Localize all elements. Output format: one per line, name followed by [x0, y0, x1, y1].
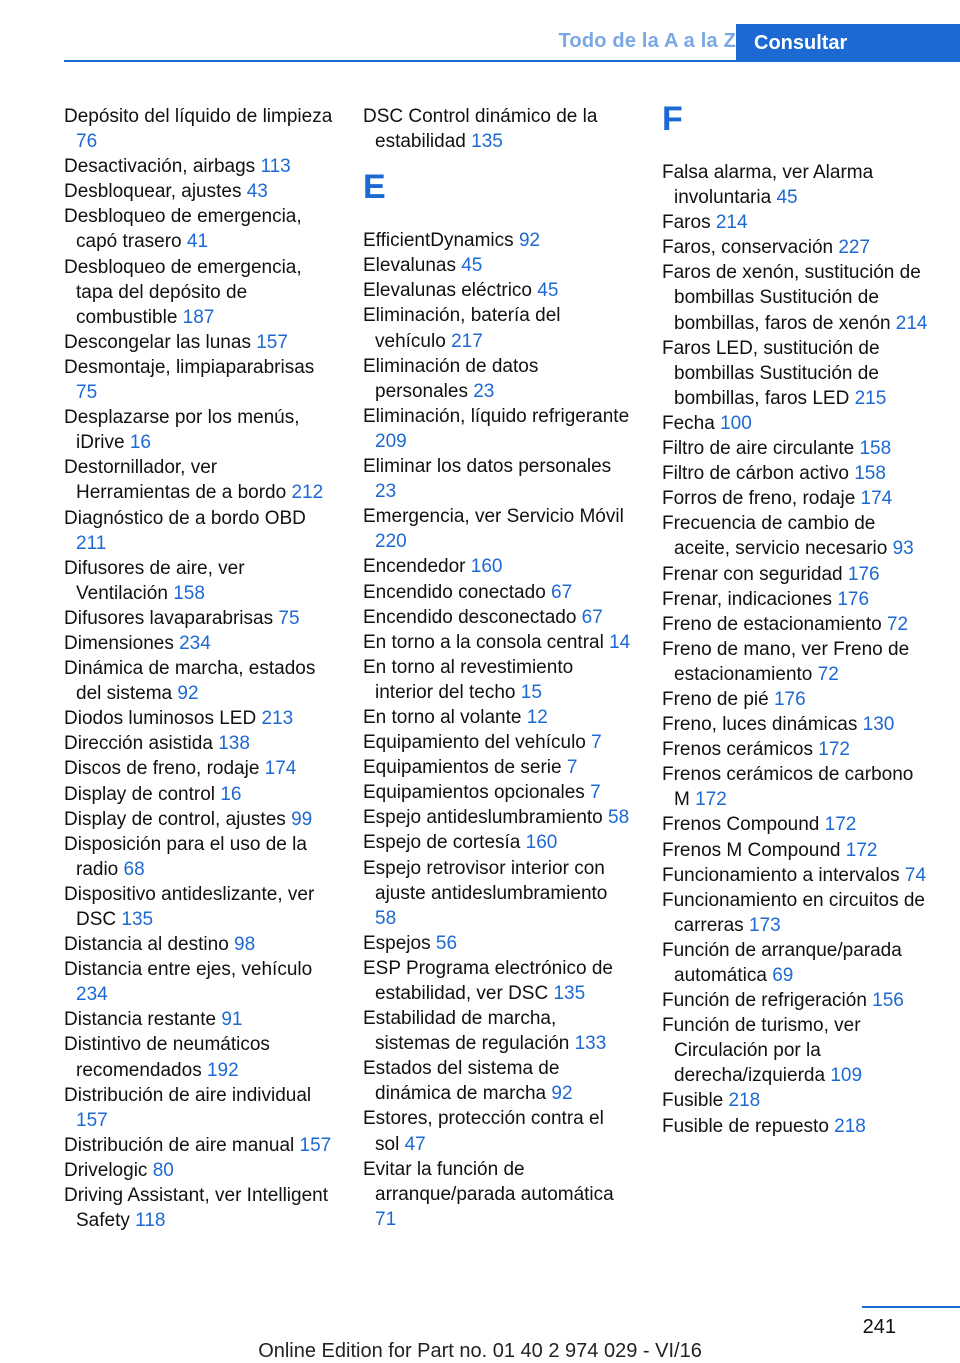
page-link[interactable]: 92 [518, 230, 541, 252]
index-term: Display de control, ajustes [64, 808, 286, 830]
page-link[interactable]: 7 [591, 732, 602, 754]
page-link[interactable]: 14 [609, 631, 631, 653]
index-term: Funcionamiento a intervalos [662, 864, 900, 886]
page-link[interactable]: 71 [375, 1208, 397, 1230]
page-link[interactable]: 160 [470, 556, 503, 578]
index-entry [662, 436, 932, 461]
page-link[interactable]: 135 [121, 909, 154, 930]
index-entry [64, 204, 334, 254]
page-link[interactable]: 68 [123, 858, 145, 880]
index-entry [64, 179, 334, 204]
index-term: Distancia entre ejes, vehículo [64, 959, 313, 981]
index-term: Espejo de cortesía [363, 832, 521, 854]
index-term: Encendido desconectado [363, 606, 577, 628]
index-entry [64, 255, 334, 330]
page-link[interactable]: 135 [553, 983, 586, 1004]
page-link[interactable]: 172 [818, 739, 850, 761]
index-term: Difusores de aire, ver Ventilación [64, 557, 245, 604]
index-entry [363, 931, 633, 956]
page-number: 241 [862, 1316, 896, 1338]
index-entry [363, 454, 633, 504]
index-entry [662, 938, 932, 988]
index-entry [363, 1157, 633, 1232]
index-entry [64, 656, 334, 706]
page-link[interactable]: 157 [299, 1134, 332, 1156]
index-term: Eliminación, líquido refrigerante [363, 405, 630, 427]
index-term: Equipamientos opcionales [363, 782, 585, 804]
index-term: Desactivación, airbags [64, 156, 256, 178]
index-term: Elevalunas eléctrico [363, 280, 532, 302]
index-entry [363, 104, 633, 154]
page-link[interactable]: 174 [860, 488, 893, 510]
page-link[interactable]: 69 [772, 965, 794, 986]
page-link[interactable]: 213 [261, 708, 294, 730]
page-link[interactable]: 80 [152, 1159, 174, 1181]
index-entry [662, 737, 932, 762]
index-letter-e: E [363, 168, 386, 207]
index-term: Fusible [662, 1090, 724, 1112]
index-entry [662, 235, 932, 260]
page-link[interactable]: 158 [173, 582, 205, 604]
index-column-2 [363, 104, 633, 1232]
index-term: Desbloquear, ajustes [64, 181, 242, 203]
index-entry [662, 888, 932, 938]
index-entry [64, 882, 334, 932]
page-link[interactable]: 214 [715, 212, 748, 234]
index-entry [64, 506, 334, 556]
page-link[interactable]: 75 [76, 382, 98, 404]
page-link[interactable]: 215 [854, 387, 887, 409]
index-term: EfficientDynamics [363, 230, 514, 252]
index-term: Eliminar los datos personales [363, 456, 612, 478]
index-entry [64, 154, 334, 179]
index-entry [662, 210, 932, 235]
index-term: Función de turismo, ver Circulación por la derecha/izquierda [662, 1015, 861, 1087]
index-entry [662, 411, 932, 436]
index-term: Frenos M Compound [662, 839, 841, 861]
page-link[interactable]: 173 [748, 914, 781, 936]
index-entry [662, 988, 932, 1013]
chapter-tab[interactable]: Consultar [736, 24, 960, 62]
index-term: Espejo antideslumbramiento [363, 807, 603, 829]
page-link[interactable]: 45 [537, 280, 559, 302]
index-entry [64, 957, 334, 1007]
index-term: Emergencia, ver Servicio Móvil [363, 506, 624, 528]
index-term: Destornillador, ver Herramientas de a bordo [64, 457, 287, 504]
index-entry [363, 755, 633, 780]
index-entry [64, 807, 334, 832]
index-term: Función de refrigeración [662, 990, 867, 1012]
index-term: Faros LED, sustitución de bombillas Sustitución de bombillas, faros LED [662, 337, 880, 409]
online-edition-note: Online Edition for Part no. 01 40 2 974 029 - VI/16 [258, 1340, 702, 1362]
index-entry [64, 1158, 334, 1183]
page-link[interactable]: 217 [451, 330, 483, 352]
index-term: Frenos cerámicos [662, 739, 813, 761]
index-column-3 [662, 100, 932, 1139]
index-term: Evitar la función de arranque/parada automática [363, 1158, 614, 1205]
index-term: Dinámica de marcha, estados del sistema [64, 658, 316, 705]
index-term: Forros de freno, rodaje [662, 488, 856, 510]
index-term: Distintivo de neumáticos recomendados [64, 1034, 270, 1081]
index-entry [64, 556, 334, 606]
index-entry [662, 587, 932, 612]
index-entry [363, 1106, 633, 1156]
index-term: Encendedor [363, 556, 466, 578]
page-link[interactable]: 157 [256, 331, 288, 353]
index-entry [363, 253, 633, 278]
index-entry [64, 932, 334, 957]
index-term: Elevalunas [363, 255, 456, 277]
index-entry [662, 260, 932, 335]
index-entry [363, 956, 633, 1006]
index-term: Encendido conectado [363, 581, 546, 603]
index-entry [64, 631, 334, 656]
index-term: Filtro de cárbon activo [662, 463, 849, 485]
index-term: Eliminación de datos personales [363, 355, 539, 402]
index-entry [64, 455, 334, 505]
page-link[interactable]: 7 [590, 782, 601, 804]
index-entry [363, 278, 633, 303]
page-link[interactable]: 209 [375, 430, 407, 452]
index-entry [64, 731, 334, 756]
index-term: Fusible de repuesto [662, 1115, 829, 1137]
page-link[interactable]: 176 [847, 563, 880, 585]
page-link[interactable]: 176 [837, 588, 870, 610]
index-term: Diagnóstico de a bordo OBD [64, 507, 306, 529]
page-link[interactable]: 23 [473, 380, 495, 402]
index-term: Disposición para el uso de la radio [64, 833, 307, 880]
page-link[interactable]: 56 [435, 932, 458, 954]
index-term: Diodos luminosos LED [64, 708, 257, 730]
page-link[interactable]: 158 [854, 463, 886, 485]
index-term: Driving Assistant, ver Intelligent Safety [64, 1185, 329, 1232]
page-link[interactable]: 214 [895, 312, 928, 334]
index-term: Faros de xenón, sustitución de bombillas Sustitución de bombillas, faros de xenón [662, 262, 921, 334]
index-term: Freno de estacionamiento [662, 613, 882, 635]
page-link[interactable]: 172 [824, 814, 857, 836]
page-link[interactable]: 7 [566, 757, 578, 779]
page-link[interactable]: 75 [278, 607, 300, 629]
index-entry [363, 705, 633, 730]
index-entry [363, 404, 633, 454]
index-term: Frenar con seguridad [662, 563, 843, 585]
index-entry [363, 504, 633, 554]
index-entry [64, 330, 334, 355]
index-entry [662, 336, 932, 411]
index-term: Desbloqueo de emergencia, tapa del depósito de combustible [64, 256, 302, 328]
page-link[interactable]: 12 [526, 706, 548, 728]
index-entry [64, 1007, 334, 1032]
index-term: Equipamientos de serie [363, 757, 562, 779]
page-link[interactable]: 172 [845, 839, 878, 861]
index-term: Faros, conservación [662, 237, 834, 259]
index-entry [363, 856, 633, 931]
page-link[interactable]: 15 [520, 681, 542, 703]
index-entry [662, 160, 932, 210]
index-entry [363, 630, 633, 655]
index-term: Desmontaje, limpiaparabrisas [64, 356, 315, 378]
index-term: Faros [662, 212, 711, 234]
page-link[interactable]: 16 [220, 783, 242, 805]
index-entry [363, 805, 633, 830]
index-term: Estores, protección contra el sol [363, 1108, 604, 1155]
index-entry [662, 562, 932, 587]
page-link[interactable]: 227 [838, 237, 871, 259]
page-link[interactable]: 172 [695, 789, 727, 811]
index-entry [64, 355, 334, 405]
page-link[interactable]: 157 [76, 1109, 108, 1131]
index-entry [662, 1114, 932, 1139]
index-term: ESP Programa electrónico de estabilidad, ver DSC [363, 957, 613, 1004]
page-link[interactable]: 58 [375, 907, 397, 929]
page-link[interactable]: 67 [551, 581, 573, 603]
index-term: Frecuencia de cambio de aceite, servicio necesario [662, 513, 888, 560]
index-term: Freno de pié [662, 688, 769, 710]
page-link[interactable]: 158 [859, 438, 892, 460]
index-term: Fecha [662, 412, 715, 434]
index-entry [662, 1088, 932, 1113]
index-term: Distancia restante [64, 1009, 217, 1031]
page-link[interactable]: 45 [776, 187, 798, 209]
page-link[interactable]: 16 [129, 432, 151, 454]
page-link[interactable]: 67 [581, 606, 603, 628]
index-entry [662, 486, 932, 511]
index-entry [363, 780, 633, 805]
index-entry [64, 606, 334, 631]
page-link[interactable]: 234 [179, 632, 211, 654]
index-entry [64, 706, 334, 731]
index-term: Espejo retrovisor interior con ajuste antideslumbramiento [363, 857, 608, 904]
index-entry [662, 637, 932, 687]
index-term: Distancia al destino [64, 934, 229, 956]
index-term: En torno al revestimiento interior del techo [363, 656, 574, 703]
index-term: Función de arranque/parada automática [662, 939, 902, 986]
index-term: Freno de mano, ver Freno de estacionamiento [662, 638, 910, 685]
index-term: Espejos [363, 932, 431, 954]
index-entry [64, 1083, 334, 1133]
index-entry [363, 580, 633, 605]
index-term: Funcionamiento en circuitos de carreras [662, 889, 925, 936]
index-term: DSC Control dinámico de la estabilidad [363, 106, 598, 153]
index-entry [363, 1056, 633, 1106]
index-term: En torno al volante [363, 706, 522, 728]
index-entry [363, 228, 633, 253]
page-link[interactable]: 133 [574, 1033, 607, 1055]
index-term: Depósito del líquido de limpieza [64, 106, 333, 127]
index-entry [64, 104, 334, 154]
page-link[interactable]: 218 [728, 1090, 761, 1112]
index-entry [662, 812, 932, 837]
index-term: Distribución de aire manual [64, 1134, 295, 1156]
index-column-1 [64, 104, 334, 1233]
index-term: Frenar, indicaciones [662, 588, 833, 610]
page-link[interactable]: 212 [291, 482, 324, 504]
page-link[interactable]: 43 [246, 181, 268, 203]
index-term: Desbloqueo de emergencia, capó trasero [64, 206, 302, 253]
page-link[interactable]: 93 [892, 538, 914, 560]
index-term: Difusores lavaparabrisas [64, 607, 274, 629]
page-link[interactable]: 218 [834, 1115, 866, 1137]
index-entry [363, 830, 633, 855]
index-entry [64, 832, 334, 882]
index-group-f [662, 160, 932, 1139]
index-term: Dirección asistida [64, 733, 213, 755]
page-link[interactable]: 187 [182, 306, 215, 328]
index-term: Estados del sistema de dinámica de marcha [363, 1058, 560, 1105]
page-link[interactable]: 92 [177, 683, 199, 705]
page-link[interactable]: 45 [461, 255, 483, 277]
index-term: Eliminación, batería del vehículo [363, 305, 561, 352]
page-link[interactable]: 176 [773, 688, 806, 710]
index-entry [64, 756, 334, 781]
index-entry [363, 730, 633, 755]
page-link[interactable]: 113 [260, 156, 291, 178]
page-link[interactable]: 234 [76, 984, 108, 1006]
index-entry [363, 605, 633, 630]
page-link[interactable]: 72 [817, 663, 839, 685]
page-link[interactable]: 211 [76, 532, 107, 554]
index-entry [363, 303, 633, 353]
section-title[interactable]: Todo de la A a la Z [558, 30, 736, 52]
page-link[interactable]: 135 [471, 131, 503, 153]
index-entry [64, 782, 334, 807]
index-entry [662, 612, 932, 637]
index-term: Desplazarse por los menús, iDrive [64, 407, 300, 454]
index-entry [64, 1133, 334, 1158]
index-entry [64, 1032, 334, 1082]
index-term: Display de control [64, 783, 216, 805]
index-entry [662, 511, 932, 561]
index-entry [662, 461, 932, 486]
page-link[interactable]: 92 [551, 1083, 573, 1105]
index-entry [64, 1183, 334, 1233]
index-term: Frenos cerámicos de carbono M [662, 764, 914, 811]
index-term: Discos de freno, rodaje [64, 758, 260, 780]
page-link[interactable]: 138 [218, 733, 250, 755]
page-link[interactable]: 98 [234, 934, 256, 956]
index-term: Frenos Compound [662, 814, 820, 836]
index-term: Falsa alarma, ver Alarma involuntaria [662, 162, 874, 209]
index-entry [363, 554, 633, 579]
page-link[interactable]: 47 [404, 1133, 426, 1155]
index-entry [662, 762, 932, 812]
page-link[interactable]: 118 [135, 1210, 166, 1232]
index-term: Dimensiones [64, 632, 174, 654]
index-entry [662, 838, 932, 863]
page-link[interactable]: 130 [862, 714, 895, 736]
index-group-e [363, 228, 633, 1232]
page-link[interactable]: 76 [76, 131, 98, 153]
index-term: Filtro de aire circulante [662, 438, 855, 460]
page-link[interactable]: 160 [525, 832, 558, 854]
page-link[interactable]: 156 [872, 990, 904, 1012]
index-term: Drivelogic [64, 1159, 148, 1181]
index-term: Descongelar las lunas [64, 331, 251, 353]
page-link[interactable]: 192 [206, 1059, 239, 1081]
index-entry [662, 863, 932, 888]
index-term: Equipamiento del vehículo [363, 732, 586, 754]
page-link[interactable]: 109 [830, 1065, 863, 1087]
page-link[interactable]: 220 [375, 531, 407, 553]
index-term: Freno, luces dinámicas [662, 714, 858, 736]
index-group-d-continued [363, 104, 633, 154]
index-term: Dispositivo antideslizante, ver DSC [64, 883, 315, 930]
index-term: Distribución de aire individual [64, 1084, 312, 1106]
page-link[interactable]: 58 [608, 807, 630, 829]
page-link[interactable]: 99 [291, 808, 313, 830]
page-link[interactable]: 23 [375, 481, 397, 503]
index-term: En torno a la consola central [363, 631, 604, 653]
index-entry [662, 712, 932, 737]
page-link[interactable]: 72 [886, 613, 909, 635]
index-letter-f: F [662, 100, 683, 138]
footer-rule [862, 1306, 960, 1308]
index-entry [64, 405, 334, 455]
index-entry [662, 687, 932, 712]
index-entry [363, 354, 633, 404]
page-link[interactable]: 174 [264, 758, 297, 780]
index-term: Estabilidad de marcha, sistemas de regulación [363, 1008, 570, 1055]
page-link[interactable]: 100 [720, 412, 752, 434]
page-link[interactable]: 41 [186, 231, 209, 253]
index-entry [363, 655, 633, 705]
index-entry [363, 1006, 633, 1056]
page-header [0, 0, 960, 62]
page-link[interactable]: 91 [221, 1009, 243, 1031]
index-entry [662, 1013, 932, 1088]
page-link[interactable]: 74 [904, 864, 927, 886]
